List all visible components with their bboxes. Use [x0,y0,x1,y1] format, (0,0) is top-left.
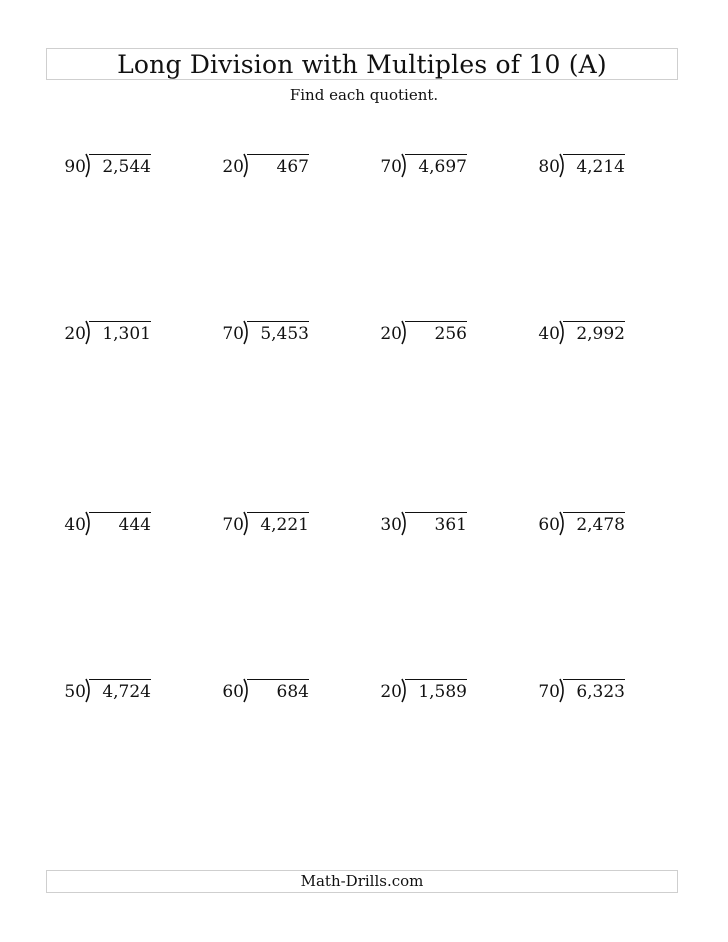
dividend: 4,214 [576,157,625,177]
dividend: 1,589 [418,682,467,702]
division-bracket-icon [401,679,408,702]
divisor: 70 [380,157,402,177]
divisor: 70 [222,515,244,535]
problem-9 [52,511,212,541]
division-bracket-icon [85,512,92,535]
divisor: 80 [538,157,560,177]
division-bar [405,512,467,513]
problem-12 [526,511,686,541]
instructions: Find each quotient. [289,86,439,104]
dividend: 2,992 [576,324,625,344]
problem-8 [526,320,686,350]
dividend: 2,544 [102,157,151,177]
divisor: 60 [222,682,244,702]
division-bar [89,512,151,513]
problem-4 [526,153,686,183]
divisor: 40 [538,324,560,344]
dividend: 4,724 [102,682,151,702]
division-bar [247,512,309,513]
problem-13 [52,678,212,708]
division-bar [247,321,309,322]
problem-15 [368,678,528,708]
dividend: 2,478 [576,515,625,535]
division-bracket-icon [559,154,566,177]
divisor: 50 [64,682,86,702]
division-bar [405,679,467,680]
divisor: 30 [380,515,402,535]
division-bar [247,679,309,680]
division-bar [563,321,625,322]
division-bar [563,154,625,155]
division-bracket-icon [243,679,250,702]
division-bar [405,154,467,155]
division-bracket-icon [559,321,566,344]
division-bar [89,679,151,680]
division-bracket-icon [243,512,250,535]
division-bar [247,154,309,155]
dividend: 361 [434,515,467,535]
division-bracket-icon [401,154,408,177]
dividend: 6,323 [576,682,625,702]
division-bracket-icon [401,512,408,535]
dividend: 444 [118,515,151,535]
divisor: 20 [222,157,244,177]
dividend: 256 [434,324,467,344]
divisor: 70 [538,682,560,702]
problem-11 [368,511,528,541]
dividend: 467 [276,157,309,177]
footer-site: Math-Drills.com [300,872,424,890]
problem-2 [210,153,370,183]
page-title: Long Division with Multiples of 10 (A) [117,49,607,79]
footer-box [46,870,678,893]
dividend: 4,697 [418,157,467,177]
division-bracket-icon [85,321,92,344]
problem-7 [368,320,528,350]
division-bracket-icon [243,154,250,177]
divisor: 20 [380,682,402,702]
division-bracket-icon [243,321,250,344]
divisor: 70 [222,324,244,344]
division-bracket-icon [85,154,92,177]
dividend: 5,453 [260,324,309,344]
division-bar [89,154,151,155]
problem-16 [526,678,686,708]
division-bar [405,321,467,322]
divisor: 20 [380,324,402,344]
problem-3 [368,153,528,183]
dividend: 4,221 [260,515,309,535]
problem-6 [210,320,370,350]
problem-14 [210,678,370,708]
dividend: 1,301 [102,324,151,344]
problem-5 [52,320,212,350]
dividend: 684 [276,682,309,702]
problem-1 [52,153,212,183]
division-bar [563,679,625,680]
division-bracket-icon [559,679,566,702]
division-bar [89,321,151,322]
division-bracket-icon [559,512,566,535]
division-bar [563,512,625,513]
divisor: 60 [538,515,560,535]
divisor: 20 [64,324,86,344]
division-bracket-icon [401,321,408,344]
division-bracket-icon [85,679,92,702]
problem-10 [210,511,370,541]
divisor: 90 [64,157,86,177]
divisor: 40 [64,515,86,535]
